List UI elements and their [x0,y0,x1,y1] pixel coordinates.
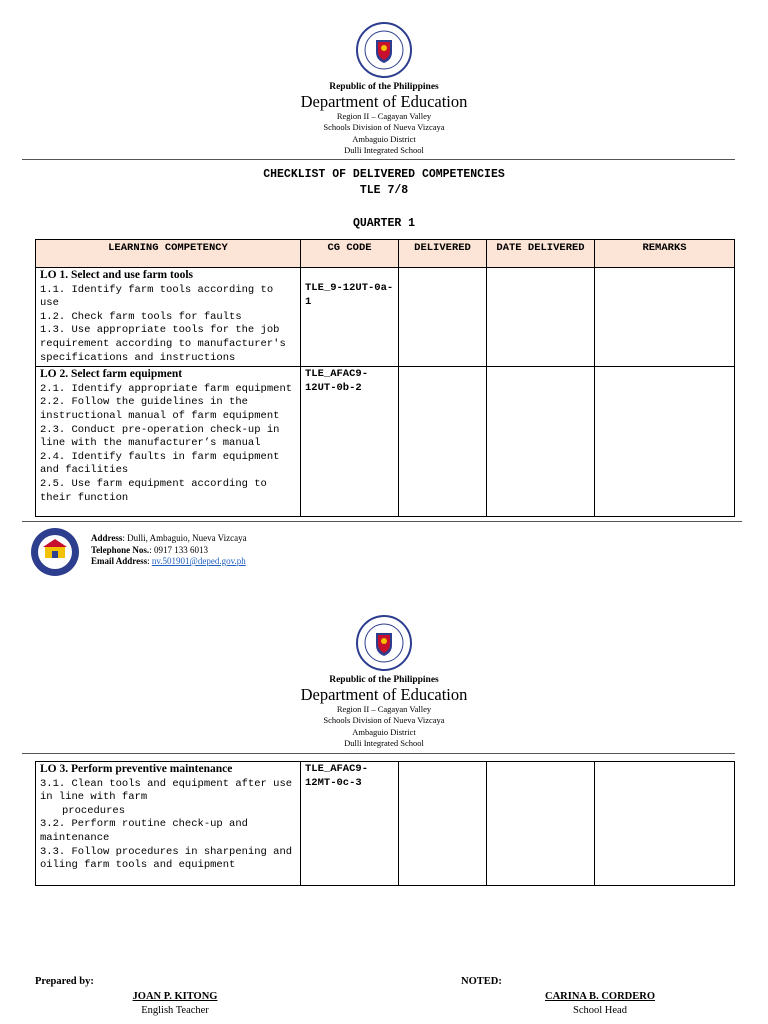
col-learning-competency: LEARNING COMPETENCY [36,240,301,268]
email-line [91,556,247,568]
remarks-cell[interactable] [595,762,735,886]
competency-table-continued [35,761,735,886]
table-header-row [36,240,735,268]
col-cg-code: CG CODE [301,240,399,268]
date-delivered-cell[interactable] [487,762,595,886]
col-delivered: DELIVERED [399,240,487,268]
republic-text: Republic of the Philippines [329,82,439,92]
noted-title: School Head [573,1005,627,1016]
header-divider [22,753,735,754]
table-row [36,762,735,886]
region-text: Region II – Cagayan Valley [336,704,432,714]
phone-line [91,545,247,557]
competency-table [35,239,735,517]
delivered-cell[interactable] [399,367,487,517]
competency-item: 1.1. Identify farm tools according to use [40,283,274,310]
table-row [36,367,735,517]
competency-cell [36,762,301,886]
footer-divider-right [368,521,742,522]
lo-heading: LO 3. Perform preventive maintenance [40,763,233,775]
address-value: : Dulli, Ambaguio, Nueva Vizcaya [122,533,247,543]
col-date-delivered: DATE DELIVERED [487,240,595,268]
col-remarks: REMARKS [595,240,735,268]
cg-code-cell: TLE_AFAC9-12MT-0c-3 [301,762,399,886]
deped-seal-icon [356,22,412,78]
competency-cell [36,367,301,517]
noted-label: NOTED: [461,976,502,987]
remarks-cell[interactable] [595,268,735,367]
remarks-cell[interactable] [595,367,735,517]
school-text: Dulli Integrated School [344,144,424,155]
footer-divider-left [22,521,368,522]
division-text: Schools Division of Nueva Vizcaya [323,715,445,726]
deped-seal-icon [356,615,412,671]
lo-heading: LO 1. Select and use farm tools [40,269,194,281]
district-text: Ambaguio District [352,133,416,144]
address-label: Address [91,533,123,543]
delivered-cell[interactable] [399,268,487,367]
cg-code-cell: TLE_9-12UT-0a-1 [301,268,399,367]
school-text: Dulli Integrated School [344,737,424,748]
delivered-cell[interactable] [399,762,487,886]
quarter-label: QUARTER 1 [352,217,416,230]
school-logo-icon [30,527,80,577]
page2-header [0,615,768,749]
lo-heading: LO 2. Select farm equipment [40,368,183,381]
district-text: Ambaguio District [352,726,416,737]
prepared-by-title: English Teacher [141,1005,209,1016]
competency-item: 2.5. Use farm equipment according to their function [40,477,267,504]
header-divider [22,159,735,160]
competency-item: 2.4. Identify faults in farm equipment and facilities [40,450,280,477]
competency-item: 3.3. Follow procedures in sharpening and oiling farm tools and equipment [40,845,293,872]
competency-item: 3.1. Clean tools and equipment after use in line with farm [40,777,293,804]
competency-item: 1.3. Use appropriate tools for the job requirement according to manufacturer's specifications and instructions [40,324,286,364]
prepared-by-name: JOAN P. KITONG [132,991,218,1002]
competency-item: 2.2. Follow the guidelines in the instructional manual of farm equipment [40,396,280,422]
competency-item: procedures [62,804,126,817]
phone-value: : 0917 133 6013 [149,544,208,555]
competency-item: 2.3. Conduct pre-operation check-up in line with the manufacturer’s manual [40,423,280,450]
email-separator: : [147,556,152,566]
address-line [91,533,247,545]
email-link[interactable]: nv.501901@deped.gov.ph [151,556,246,566]
department-title: Department of Education [300,685,468,704]
table-row [36,268,735,367]
division-text: Schools Division of Nueva Vizcaya [323,122,445,133]
region-text: Region II – Cagayan Valley [336,111,432,121]
republic-text: Republic of the Philippines [329,675,439,685]
competency-item: 2.1. Identify appropriate farm equipment [40,382,293,395]
date-delivered-cell[interactable] [487,268,595,367]
competency-cell [36,268,301,367]
document-subject: TLE 7/8 [359,184,409,197]
department-title: Department of Education [300,92,468,111]
noted-name: CARINA B. CORDERO [545,991,655,1002]
page1-header [0,22,768,156]
date-delivered-cell[interactable] [487,367,595,517]
phone-label: Telephone Nos. [91,544,150,555]
competency-item: 3.2. Perform routine check-up and maintenance [40,818,248,844]
contact-block [91,533,247,568]
email-label: Email Address [91,556,148,566]
document-title: CHECKLIST OF DELIVERED COMPETENCIES [263,168,505,181]
cg-code-cell: TLE_AFAC9-12UT-0b-2 [301,367,399,517]
competency-item: 1.2. Check farm tools for faults [40,310,242,323]
prepared-by-label: Prepared by: [35,976,94,987]
